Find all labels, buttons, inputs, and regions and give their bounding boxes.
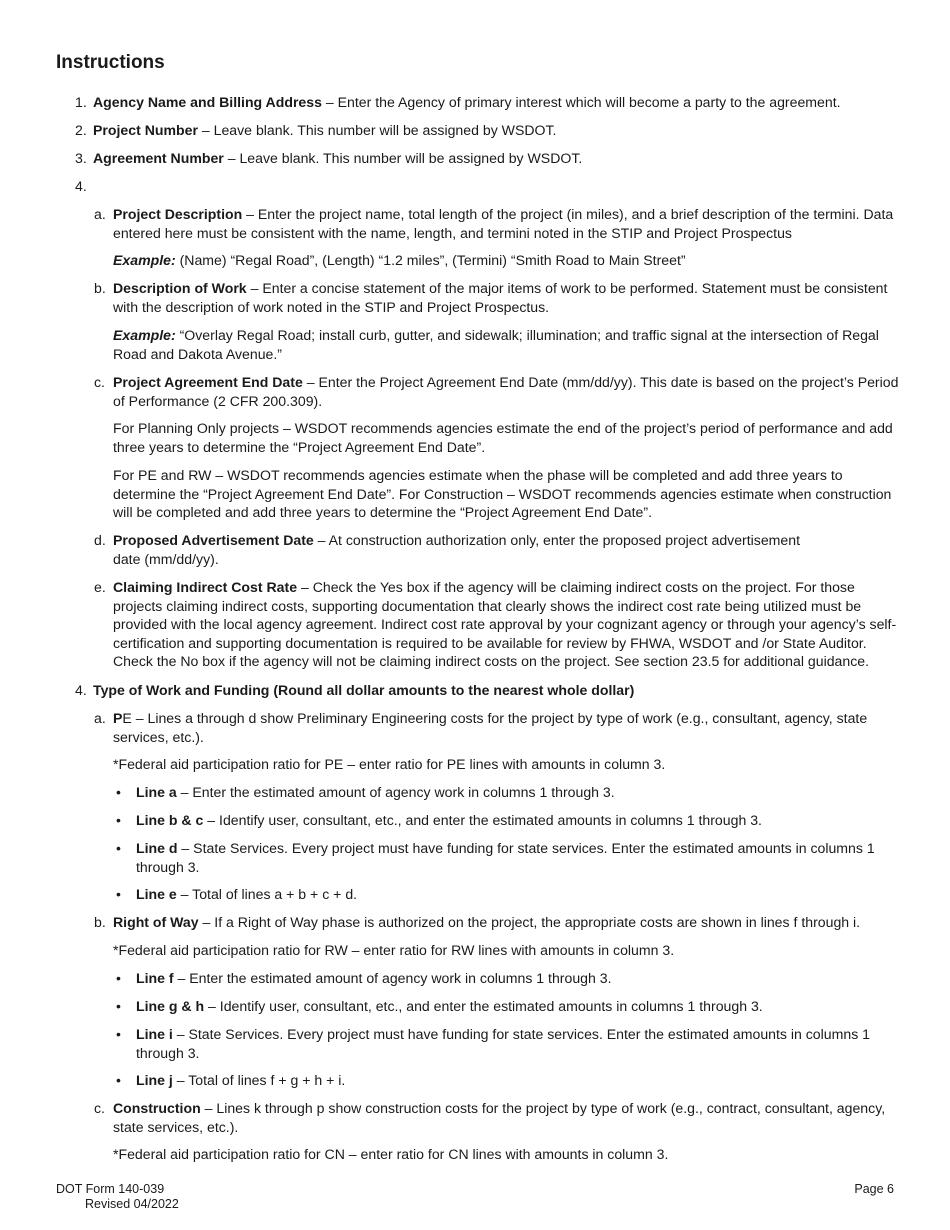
instruction-agreement-end-date bbox=[113, 373, 903, 410]
bullet: • bbox=[116, 970, 121, 986]
footer-form-info bbox=[56, 1182, 179, 1212]
bullet: • bbox=[116, 1072, 121, 1088]
instruction-pe bbox=[113, 709, 903, 746]
line-item: Line g & h – Identify user, consultant, etc., and enter the estimated amounts in columns 1 through 3. bbox=[136, 998, 763, 1014]
line-item: Line i – State Services. Every project must have funding for state services. Enter the estimated amounts in columns 1 through 3. bbox=[136, 1026, 870, 1061]
instruction-construction bbox=[113, 1099, 903, 1136]
item-heading: Claiming Indirect Cost Rate bbox=[113, 579, 298, 595]
item-text: – Leave blank. This number will be assigned by WSDOT. bbox=[197, 122, 557, 138]
item-heading: Project Agreement End Date bbox=[113, 374, 303, 390]
sub-item-letter: a. bbox=[94, 206, 106, 222]
sub-item-letter: d. bbox=[94, 532, 106, 548]
example-text: “Overlay Regal Road; install curb, gutter, and sidewalk; illumination; and traffic signal at the intersection of Regal Road and Dakota Avenue.” bbox=[113, 327, 879, 362]
bullet: • bbox=[116, 784, 121, 800]
bullet: • bbox=[116, 886, 121, 902]
item-number: 3. bbox=[75, 150, 87, 166]
form-number: DOT Form 140-039 bbox=[56, 1182, 165, 1196]
planning-only-paragraph: For Planning Only projects – WSDOT recommends agencies estimate the end of the project’s period of performance and add three years to determine the “Project Agreement End Date”. bbox=[113, 420, 893, 455]
instruction-right-of-way bbox=[113, 913, 903, 932]
item-text: – Lines k through p show construction costs for the project by type of work (e.g., contract, consultant, agency, state services, etc.). bbox=[113, 1100, 886, 1135]
line-item: Line a – Enter the estimated amount of agency work in columns 1 through 3. bbox=[136, 784, 615, 800]
item-heading: Agreement Number bbox=[93, 150, 224, 166]
item-number: 2. bbox=[75, 122, 87, 138]
item-text: E – Lines a through d show Preliminary Engineering costs for the project by type of work (e.g., consultant, agency, state services, etc.). bbox=[113, 710, 868, 745]
item-heading: Description of Work bbox=[113, 280, 247, 296]
instruction-advertisement-date bbox=[113, 531, 903, 568]
line-item: Line b & c – Identify user, consultant, etc., and enter the estimated amounts in columns 1 through 3. bbox=[136, 812, 762, 828]
item-heading: Agency Name and Billing Address bbox=[93, 94, 322, 110]
item-text: – Enter the project name, total length of the project (in miles), and a brief description of the termini. Data entered here must be consistent with the name, length, and termini noted in the STIP and Project Prospectus bbox=[113, 206, 894, 241]
bullet: • bbox=[116, 1026, 121, 1042]
line-item: Line d – State Services. Every project must have funding for state services. Enter the estimated amounts in columns 1 through 3. bbox=[136, 840, 875, 875]
rw-ratio-note: *Federal aid participation ratio for RW – enter ratio for RW lines with amounts in column 3. bbox=[113, 942, 675, 958]
sub-item-letter: c. bbox=[94, 1100, 105, 1116]
instruction-agency-name bbox=[93, 93, 903, 112]
example-paragraph bbox=[113, 251, 903, 270]
sub-item-letter: a. bbox=[94, 710, 106, 726]
instruction-description-of-work bbox=[113, 279, 903, 316]
example-paragraph bbox=[113, 326, 903, 363]
item-text: date (mm/dd/yy). bbox=[113, 550, 219, 567]
sub-item-letter: b. bbox=[94, 914, 106, 930]
item-text: – Enter the Agency of primary interest which will become a party to the agreement. bbox=[321, 94, 841, 110]
instruction-project-number bbox=[93, 121, 903, 140]
section-heading-type-of-work: Type of Work and Funding (Round all dollar amounts to the nearest whole dollar) bbox=[93, 682, 635, 698]
bullet: • bbox=[116, 840, 121, 856]
pe-rw-paragraph: For PE and RW – WSDOT recommends agencies estimate when the phase will be completed and add three years to determine the “Project Agreement End Date”. For Construction – WSDOT recommends agencies estimate when construction will be completed and add three years to determine the “Project Agreement End Date”. bbox=[113, 467, 892, 520]
item-text: – Check the Yes box if the agency will be claiming indirect costs on the project. For those projects claiming indirect costs, supporting documentation that clearly shows the indirect cost rate being utilized must be provided with the local agency agreement. Indirect cost rate approval by your cognizant agency or through your agency’s self-certification and supporting documentation is required to be available for review by FHWA, WSDOT and /or State Auditor. Check the No box if the agency will not be claiming indirect costs on the project. See section 23.5 for additional guidance. bbox=[113, 579, 897, 669]
line-item: Line e – Total of lines a + b + c + d. bbox=[136, 886, 358, 902]
instruction-indirect-cost-rate bbox=[113, 578, 903, 671]
example-label: Example: bbox=[113, 327, 176, 343]
instruction-project-description bbox=[113, 205, 903, 242]
example-text: (Name) “Regal Road”, (Length) “1.2 miles”, (Termini) “Smith Road to Main Street” bbox=[175, 252, 686, 268]
page-title: Instructions bbox=[56, 52, 165, 73]
item-heading: Construction bbox=[113, 1100, 201, 1116]
instruction-agreement-number bbox=[93, 149, 903, 168]
bullet: • bbox=[116, 812, 121, 828]
item-text: – Leave blank. This number will be assigned by WSDOT. bbox=[223, 150, 583, 166]
sub-item-letter: e. bbox=[94, 579, 106, 595]
sub-item-letter: b. bbox=[94, 280, 106, 296]
item-text: – If a Right of Way phase is authorized on the project, the appropriate costs are shown in lines f through i. bbox=[198, 914, 861, 930]
item-heading: Project Description bbox=[113, 206, 243, 222]
item-number: 4. bbox=[75, 178, 87, 194]
bullet: • bbox=[116, 998, 121, 1014]
item-heading: P bbox=[113, 710, 123, 726]
pe-ratio-note: *Federal aid participation ratio for PE – enter ratio for PE lines with amounts in column 3. bbox=[113, 756, 666, 772]
item-number: 4. bbox=[75, 682, 87, 698]
line-item: Line f – Enter the estimated amount of agency work in columns 1 through 3. bbox=[136, 970, 612, 986]
line-item: Line j – Total of lines f + g + h + i. bbox=[136, 1072, 346, 1088]
page-number: Page 6 bbox=[854, 1182, 894, 1196]
item-text: – Enter the Project Agreement End Date (mm/dd/yy). This date is based on the project’s Period of Performance (2 CFR 200.309). bbox=[113, 374, 899, 409]
revision-date: Revised 04/2022 bbox=[85, 1197, 179, 1211]
item-heading: Project Number bbox=[93, 122, 198, 138]
cn-ratio-note: *Federal aid participation ratio for CN – enter ratio for CN lines with amounts in column 3. bbox=[113, 1146, 669, 1162]
item-heading: Right of Way bbox=[113, 914, 199, 930]
item-text: – Enter a concise statement of the major items of work to be performed. Statement must be consistent with the description of work noted in the STIP and Project Prospectus. bbox=[113, 280, 888, 315]
item-number: 1. bbox=[75, 94, 87, 110]
item-heading: Proposed Advertisement Date bbox=[113, 532, 314, 548]
sub-item-letter: c. bbox=[94, 374, 105, 390]
item-text: – At construction authorization only, enter the proposed project advertisement bbox=[313, 532, 801, 548]
example-label: Example: bbox=[113, 252, 176, 268]
